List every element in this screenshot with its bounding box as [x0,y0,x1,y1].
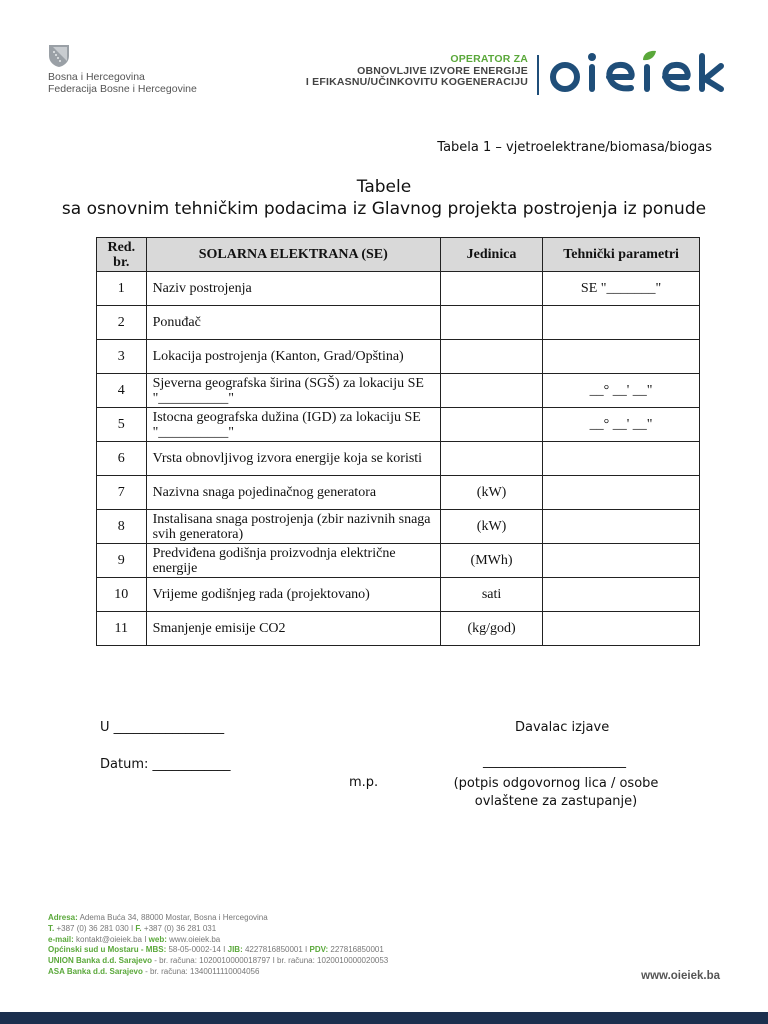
row-unit [440,272,542,306]
footer-bank1-label: UNION Banka d.d. Sarajevo [48,956,153,966]
row-unit: (kW) [440,476,542,510]
row-unit [440,374,542,408]
place-field[interactable]: U _________________ [100,720,225,735]
row-unit: (MWh) [440,544,542,578]
footer-bank1-value: - br. računa: 1020010000018797 I br. računa: 1020010000020053 [154,956,389,966]
doc-title: Tabele [356,177,412,197]
table-row [97,442,700,476]
row-unit [440,442,542,476]
footer-jib-value: 4227816850001 [244,945,303,955]
row-unit [440,306,542,340]
stamp-label: m.p. [349,775,379,790]
table-header-row [97,238,700,272]
footer-pdv-label: PDV: [309,945,329,955]
operator-line-2: OBNOVLJIVE IZVORE ENERGIJE [357,64,528,77]
signature-caption-line-1: (potpis odgovornog lica / osobe [453,776,659,791]
coat-of-arms-icon [48,44,70,68]
row-number: 7 [97,476,147,510]
table-caption: Tabela 1 – vjetroelektrane/biomasa/biogas [437,140,712,155]
row-value[interactable] [543,340,700,374]
row-unit: sati [440,578,542,612]
footer-address-value: Adema Buća 34, 88000 Mostar, Bosna i Hercegovina [79,913,268,922]
header-red-br: Red. br. [97,238,147,272]
footer-email-label: e-mail: [48,934,74,944]
row-number: 5 [97,408,147,442]
row-label: Ponuđač [146,306,440,340]
header-jedinica: Jedinica [440,238,542,272]
country-label [48,71,197,95]
footer-jib-label: JIB: [227,945,243,955]
footer-pdv-value: 227816850001 [330,945,384,955]
footer-bank2-label: ASA Banka d.d. Sarajevo [48,966,143,976]
row-number: 9 [97,544,147,578]
signature-line[interactable]: ______________________ [483,754,626,769]
table-row [97,578,700,612]
oieiek-logo [547,50,725,96]
signature-caption [441,775,671,811]
footer-court-value: 58-05-0002-14 [168,945,221,955]
row-unit [440,408,542,442]
header-divider [537,55,539,95]
table-row [97,612,700,646]
row-label: Nazivna snaga pojedinačnog generatora [146,476,440,510]
table-row [97,306,700,340]
row-label: Istocna geografska dužina (IGD) za lokaciju SE "__________" [146,408,440,442]
date-field[interactable]: Datum: ____________ [100,757,231,772]
footer-bank2-value: - br. računa: 1340011110004056 [145,966,260,976]
row-value[interactable] [543,612,700,646]
row-label: Vrijeme godišnjeg rada (projektovano) [146,578,440,612]
footer-fax-label: F. [135,923,142,933]
declarant-label: Davalac izjave [515,720,610,735]
country-line-1: Bosna i Hercegovina [48,71,145,83]
doc-subtitle: sa osnovnim tehničkim podacima iz Glavnog projekta postrojenja iz ponude [61,199,707,219]
table-row [97,374,700,408]
country-line-2: Federacija Bosne i Hercegovine [48,83,197,95]
row-unit: (kW) [440,510,542,544]
row-unit: (kg/god) [440,612,542,646]
row-label: Naziv postrojenja [146,272,440,306]
table-row [97,544,700,578]
table-row [97,408,700,442]
row-value[interactable] [543,578,700,612]
footer-fax-value: +387 (0) 36 281 031 [143,923,217,933]
footer-web-value[interactable]: www.oieiek.ba [169,934,221,944]
header-solarna-elektrana: SOLARNA ELEKTRANA (SE) [146,238,440,272]
row-label: Predviđena godišnja proizvodnja električne energije [146,544,440,578]
footer-bank-2 [48,967,388,978]
row-number: 10 [97,578,147,612]
row-label: Sjeverna geografska širina (SGŠ) za lokaciju SE "__________" [146,374,440,408]
row-value[interactable]: __° __' __" [543,408,700,442]
header-tehnicki-parametri: Tehnički parametri [543,238,700,272]
footer-court: Općinski sud u Mostaru - MBS: 58-05-0002-14 I JIB: 4227816850001 I PDV: 227816850001 [48,945,384,955]
row-number: 4 [97,374,147,408]
footer-website-link[interactable]: www.oieiek.ba [641,970,720,982]
footer-bank-1 [48,956,388,967]
row-value[interactable] [543,442,700,476]
footer-phone-value: +387 (0) 36 281 030 [56,923,129,933]
table-row [97,340,700,374]
row-label: Lokacija postrojenja (Kanton, Grad/Opština) [146,340,440,374]
technical-data-table [96,237,700,646]
table-row [97,272,700,306]
operator-line-1: OPERATOR ZA [450,53,528,65]
footer-web-label: web: [148,934,167,944]
row-value[interactable] [543,306,700,340]
row-number: 8 [97,510,147,544]
footer-phone-label: T. [48,923,55,933]
footer-email-value[interactable]: kontakt@oieiek.ba [76,934,142,944]
operator-name [306,54,528,89]
footer-address [48,913,388,924]
row-label: Smanjenje emisije CO2 [146,612,440,646]
row-number: 11 [97,612,147,646]
row-label: Instalisana snaga postrojenja (zbir nazivnih snaga svih generatora) [146,510,440,544]
footer-address-label: Adresa: [48,913,78,922]
row-value[interactable] [543,544,700,578]
row-number: 1 [97,272,147,306]
row-unit [440,340,542,374]
table-row [97,476,700,510]
row-label: Vrsta obnovljivog izvora energije koja se koristi [146,442,440,476]
row-value[interactable]: __° __' __" [543,374,700,408]
row-value[interactable] [543,476,700,510]
row-number: 6 [97,442,147,476]
footer-bar [0,1012,768,1024]
footer-email: e-mail: kontakt@oieiek.ba I web: www.oieiek.ba [48,934,221,944]
table-row [97,510,700,544]
footer-contact [48,913,388,978]
signature-caption-line-2: ovlaštene za zastupanje) [474,794,638,809]
footer-phone: T. +387 (0) 36 281 030 I F. +387 (0) 36 281 031 [48,923,217,933]
row-value[interactable]: SE "_______" [543,272,700,306]
operator-line-3: I EFIKASNU/UČINKOVITU KOGENERACIJU [305,76,528,88]
row-number: 3 [97,340,147,374]
row-value[interactable] [543,510,700,544]
row-number: 2 [97,306,147,340]
footer-court-label: Općinski sud u Mostaru - MBS: [48,945,167,955]
